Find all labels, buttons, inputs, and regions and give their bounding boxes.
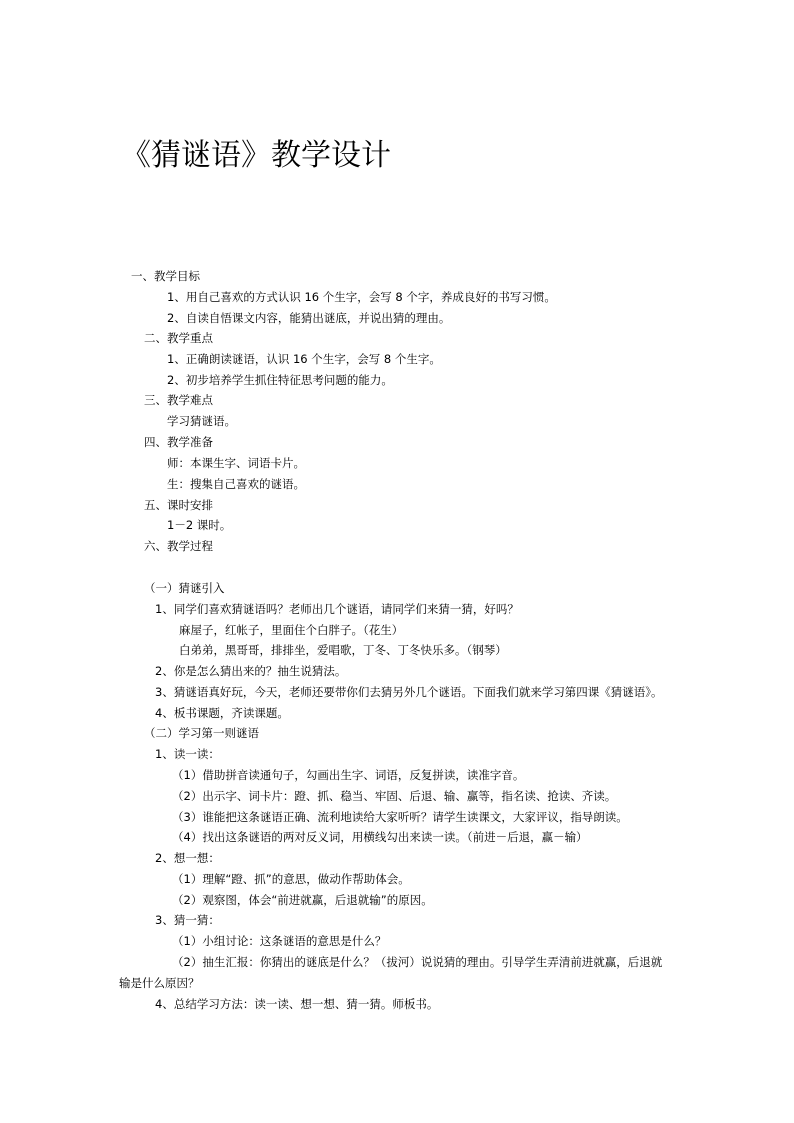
text-line: 1－2 课时。 — [167, 518, 232, 532]
document-title: 《猜谜语》教学设计 — [121, 138, 391, 173]
text-line: 4、总结学习方法：读一读、想一想、猜一猜。师板书。 — [155, 997, 439, 1011]
text-line: （1）借助拼音读通句子，勾画出生字、词语，反复拼读，读准字音。 — [172, 768, 525, 782]
text-line: （1）小组讨论：这条谜语的意思是什么？ — [172, 934, 387, 948]
text-line: 2、你是怎么猜出来的？抽生说猜法。 — [155, 664, 347, 678]
text-line: 1、正确朗读谜语，认识 16 个生字，会写 8 个生字。 — [167, 352, 441, 366]
text-line: 1、读一读： — [155, 747, 220, 761]
text-line: 4、板书课题，齐读课题。 — [155, 706, 289, 720]
section-heading: 二、教学重点 — [144, 331, 213, 345]
section-heading: 四、教学准备 — [144, 435, 213, 449]
section-heading: 一、教学目标 — [131, 269, 200, 283]
text-line: 1、用自己喜欢的方式认识 16 个生字，会写 8 个字，养成良好的书写习惯。 — [167, 290, 556, 304]
text-line: 2、自读自悟课文内容，能猜出谜底，并说出猜的理由。 — [167, 311, 451, 325]
section-heading: 三、教学难点 — [144, 393, 213, 407]
section-heading: 五、课时安排 — [144, 498, 213, 512]
section-heading: 六、教学过程 — [144, 539, 213, 553]
text-line: 生：搜集自己喜欢的谜语。 — [167, 477, 305, 491]
text-line: 师：本课生字、词语卡片。 — [167, 456, 305, 470]
subsection-heading: （二）学习第一则谜语 — [144, 726, 259, 740]
text-line: 麻屋子，红帐子，里面住个白胖子。（花生） — [179, 623, 404, 637]
text-line: （2）抽生汇报：你猜出的谜底是什么？（拔河）说说猜的理由。引导学生弄清前进就赢，后退就 — [172, 955, 663, 969]
text-line: 1、同学们喜欢猜谜语吗？老师出几个谜语，请同学们来猜一猜，好吗？ — [155, 602, 519, 616]
text-line: 学习猜谜语。 — [167, 414, 236, 428]
text-line: （4）找出这条谜语的两对反义词，用横线勾出来读一读。（前进－后退，赢－输） — [172, 830, 588, 844]
text-line: 输是什么原因？ — [119, 976, 200, 990]
text-line: （3）谁能把这条谜语正确、流利地读给大家听听？请学生读课文，大家评议，指导朗读。 — [172, 810, 628, 824]
text-line: 2、初步培养学生抓住特征思考问题的能力。 — [167, 373, 393, 387]
subsection-heading: （一）猜谜引入 — [144, 581, 225, 595]
text-line: （2）出示字、词卡片：蹬、抓、稳当、牢固、后退、输、赢等，指名读、抢读、齐读。 — [172, 789, 617, 803]
text-line: （1）理解“蹬、抓”的意思，做动作帮助体会。 — [172, 872, 410, 886]
text-line: 白弟弟，黑哥哥，排排坐，爱唱歌，丁冬、丁冬快乐多。（钢琴） — [179, 643, 507, 657]
text-line: 2、想一想： — [155, 851, 220, 865]
text-line: 3、猜一猜： — [155, 913, 220, 927]
text-line: 3、猜谜语真好玩，今天，老师还要带你们去猜另外几个谜语。下面我们就来学习第四课《猜谜语》。 — [155, 685, 663, 699]
text-line: （2）观察图，体会“前进就赢，后退就输”的原因。 — [172, 893, 433, 907]
